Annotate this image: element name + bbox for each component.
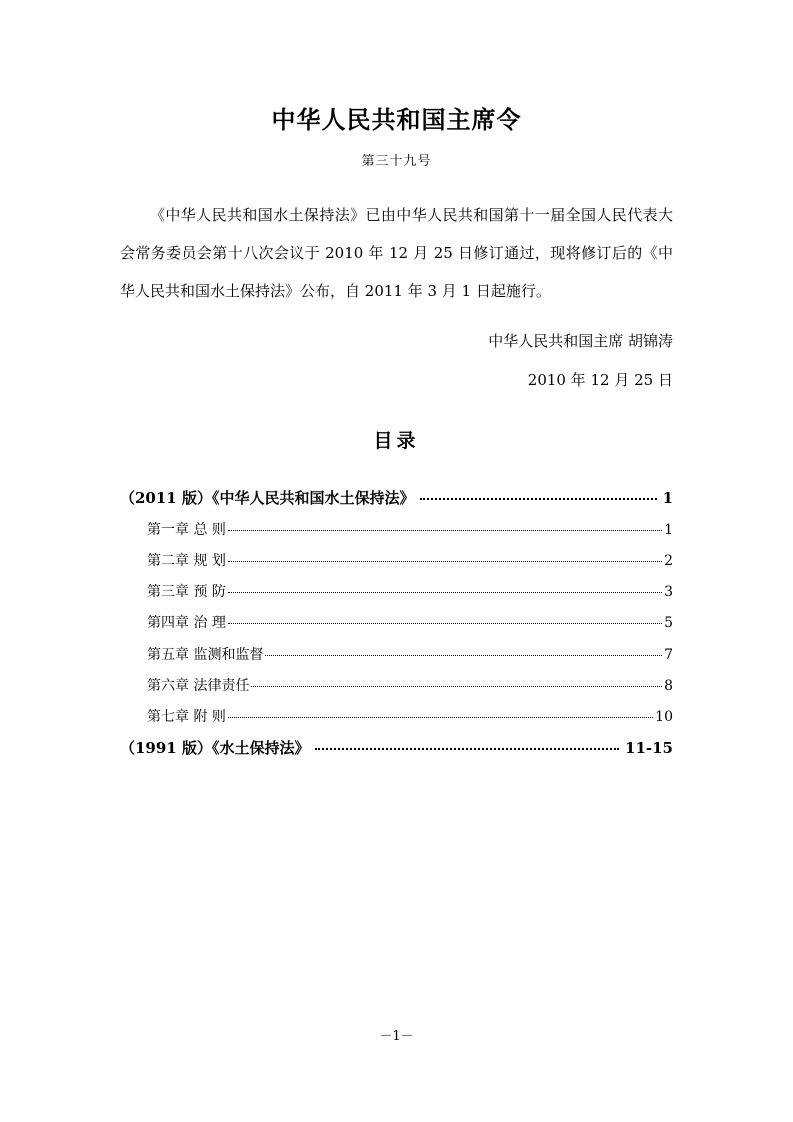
- toc-entry-label: （1991 版）《水土保持法》: [120, 739, 310, 757]
- toc-entry-chapter-2[interactable]: [147, 550, 673, 570]
- toc-entry-page: 2: [664, 553, 673, 569]
- page-number: －1－: [379, 1029, 414, 1044]
- toc-leader-dots: [228, 530, 662, 531]
- toc-entry-chapter-1[interactable]: [147, 519, 673, 539]
- toc-entry-label: 第七章 附 则: [147, 709, 226, 725]
- toc-entry-chapter-3[interactable]: [147, 581, 673, 601]
- toc-leader-dots: [315, 748, 619, 750]
- toc-leader-dots: [228, 717, 653, 718]
- toc-entry-label: 第四章 治 理: [147, 615, 226, 631]
- toc-entry-page: 8: [664, 678, 673, 694]
- toc-leader-dots: [251, 686, 662, 687]
- toc-title: 目录: [373, 430, 420, 452]
- toc-leader-dots: [420, 498, 656, 500]
- toc-leader-dots: [228, 561, 662, 562]
- toc-entry-label: 第一章 总 则: [147, 522, 226, 538]
- toc-entry-chapter-7[interactable]: [147, 706, 673, 726]
- toc-leader-dots: [228, 623, 662, 624]
- decree-signature: 中华人民共和国主席 胡锦涛: [488, 332, 673, 350]
- toc-entry-label: 第三章 预 防: [147, 584, 226, 600]
- toc-entry-label: （2011 版）《中华人民共和国水土保持法》: [120, 489, 415, 507]
- toc-leader-dots: [228, 592, 662, 593]
- toc-entry-label: 第二章 规 划: [147, 553, 226, 569]
- decree-number: 第三十九号: [361, 154, 432, 169]
- toc-entry-page: 11-15: [625, 739, 673, 757]
- toc-entry-page: 1: [664, 522, 673, 538]
- toc-entry-chapter-5[interactable]: [147, 644, 673, 664]
- toc-entry-chapter-6[interactable]: [147, 675, 673, 695]
- toc-entry-page: 10: [655, 709, 673, 725]
- toc-leader-dots: [265, 655, 662, 656]
- decree-title: 中华人民共和国主席令: [271, 106, 522, 134]
- decree-body: 《中华人民共和国水土保持法》已由中华人民共和国第十一届全国人民代表大会常务委员会第十八次会议于 2010 年 12 月 25 日修订通过，现将修订后的《中华人民共和国水土保持法》公布，自 2011 年 3 月 1 日起施行。: [120, 206, 673, 300]
- toc-entry-page: 5: [664, 615, 673, 631]
- toc-entry-label: 第五章 监测和监督: [147, 647, 264, 663]
- toc-entry-page: 7: [664, 647, 673, 663]
- toc-entry-chapter-4[interactable]: [147, 612, 673, 632]
- toc-entry-1991-law[interactable]: [120, 737, 673, 758]
- toc-entry-page: 1: [662, 489, 673, 507]
- toc-entry-label: 第六章 法律责任: [147, 678, 250, 694]
- decree-date: 2010 年 12 月 25 日: [527, 371, 673, 389]
- toc-entry-page: 3: [664, 584, 673, 600]
- toc-entry-2011-law[interactable]: [120, 487, 673, 508]
